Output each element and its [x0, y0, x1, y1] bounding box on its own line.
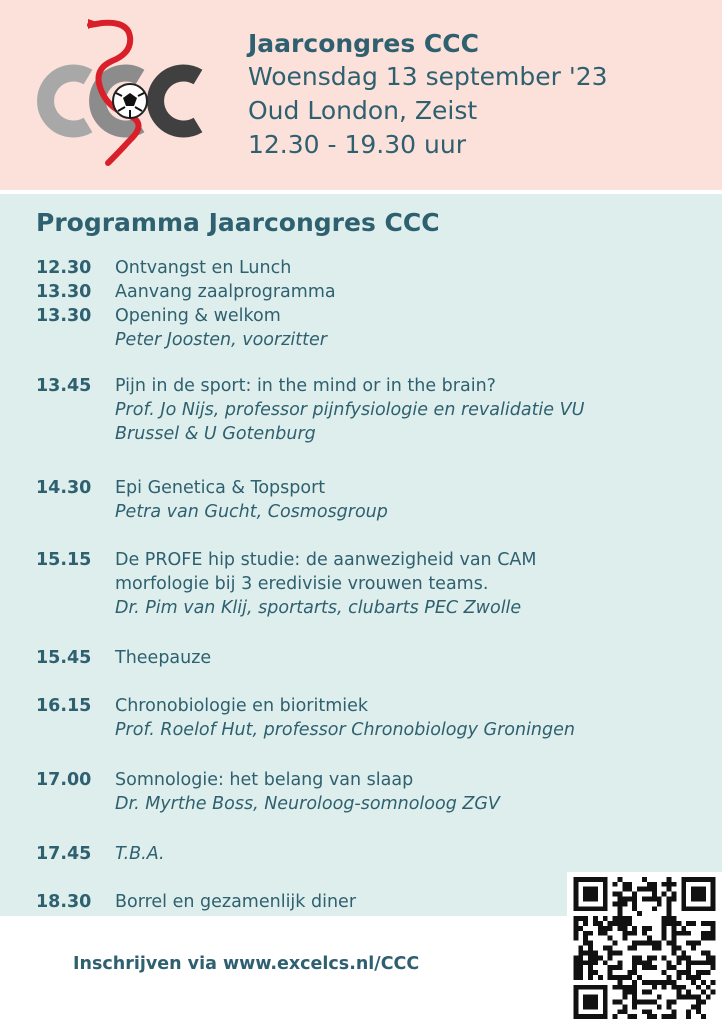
program-time: 18.30 — [36, 892, 92, 912]
program-description — [115, 256, 695, 280]
session-title: Somnologie: het belang van slaap — [115, 770, 414, 790]
program-time: 13.45 — [36, 376, 92, 396]
ccc-logo — [30, 15, 215, 173]
session-title: morfologie bij 3 eredivisie vrouwen teams. — [115, 574, 489, 594]
program-section — [0, 194, 722, 916]
event-title: Jaarcongres CCC — [248, 29, 479, 58]
program-title: Programma Jaarcongres CCC — [36, 208, 440, 237]
session-speaker: Brussel & U Gotenburg — [115, 424, 316, 444]
session-title: Opening & welkom — [115, 306, 281, 326]
logo-letter-c-left — [46, 73, 88, 129]
program-time: 13.30 — [36, 282, 92, 302]
session-speaker: Dr. Myrthe Boss, Neuroloog-somnoloog ZGV — [115, 794, 500, 814]
session-speaker: Prof. Jo Nijs, professor pijnfysiologie en revalidatie VU — [115, 400, 585, 420]
program-description — [115, 646, 695, 670]
session-title: De PROFE hip studie: de aanwezigheid van CAM — [115, 550, 537, 570]
session-speaker: Dr. Pim van Klij, sportarts, clubarts PEC Zwolle — [115, 598, 522, 618]
session-title: Theepauze — [115, 648, 212, 668]
event-info — [248, 28, 608, 162]
program-description — [115, 374, 695, 446]
soccer-ball-icon — [113, 84, 147, 118]
session-speaker: Petra van Gucht, Cosmosgroup — [115, 502, 388, 522]
qr-code-icon[interactable] — [567, 872, 722, 1024]
program-time: 14.30 — [36, 478, 92, 498]
event-date: Woensdag 13 september '23 — [248, 62, 608, 91]
program-time: 17.00 — [36, 770, 92, 790]
program-time: 15.15 — [36, 550, 92, 570]
session-title: Ontvangst en Lunch — [115, 258, 292, 278]
program-description — [115, 548, 695, 620]
event-location: Oud London, Zeist — [248, 96, 478, 125]
session-title: Borrel en gezamenlijk diner — [115, 892, 357, 912]
session-speaker: T.B.A. — [115, 844, 165, 864]
program-time: 15.45 — [36, 648, 92, 668]
logo-letter-c-right — [156, 73, 198, 129]
session-title: Pijn in de sport: in the mind or in the brain? — [115, 376, 496, 396]
program-description — [115, 842, 695, 866]
session-speaker: Peter Joosten, voorzitter — [115, 330, 327, 350]
session-title: Epi Genetica & Topsport — [115, 478, 326, 498]
event-hours: 12.30 - 19.30 uur — [248, 130, 466, 159]
program-description — [115, 476, 695, 524]
program-description — [115, 280, 695, 304]
program-description — [115, 304, 695, 352]
program-time: 13.30 — [36, 306, 92, 326]
session-speaker: Prof. Roelof Hut, professor Chronobiology Groningen — [115, 720, 575, 740]
program-time: 12.30 — [36, 258, 92, 278]
signup-link[interactable]: Inschrijven via www.excelcs.nl/CCC — [73, 954, 420, 974]
program-time: 17.45 — [36, 844, 92, 864]
header-banner — [0, 0, 722, 190]
program-description — [115, 694, 695, 742]
session-title: Chronobiologie en bioritmiek — [115, 696, 368, 716]
program-time: 16.15 — [36, 696, 92, 716]
program-description — [115, 768, 695, 816]
session-title: Aanvang zaalprogramma — [115, 282, 336, 302]
